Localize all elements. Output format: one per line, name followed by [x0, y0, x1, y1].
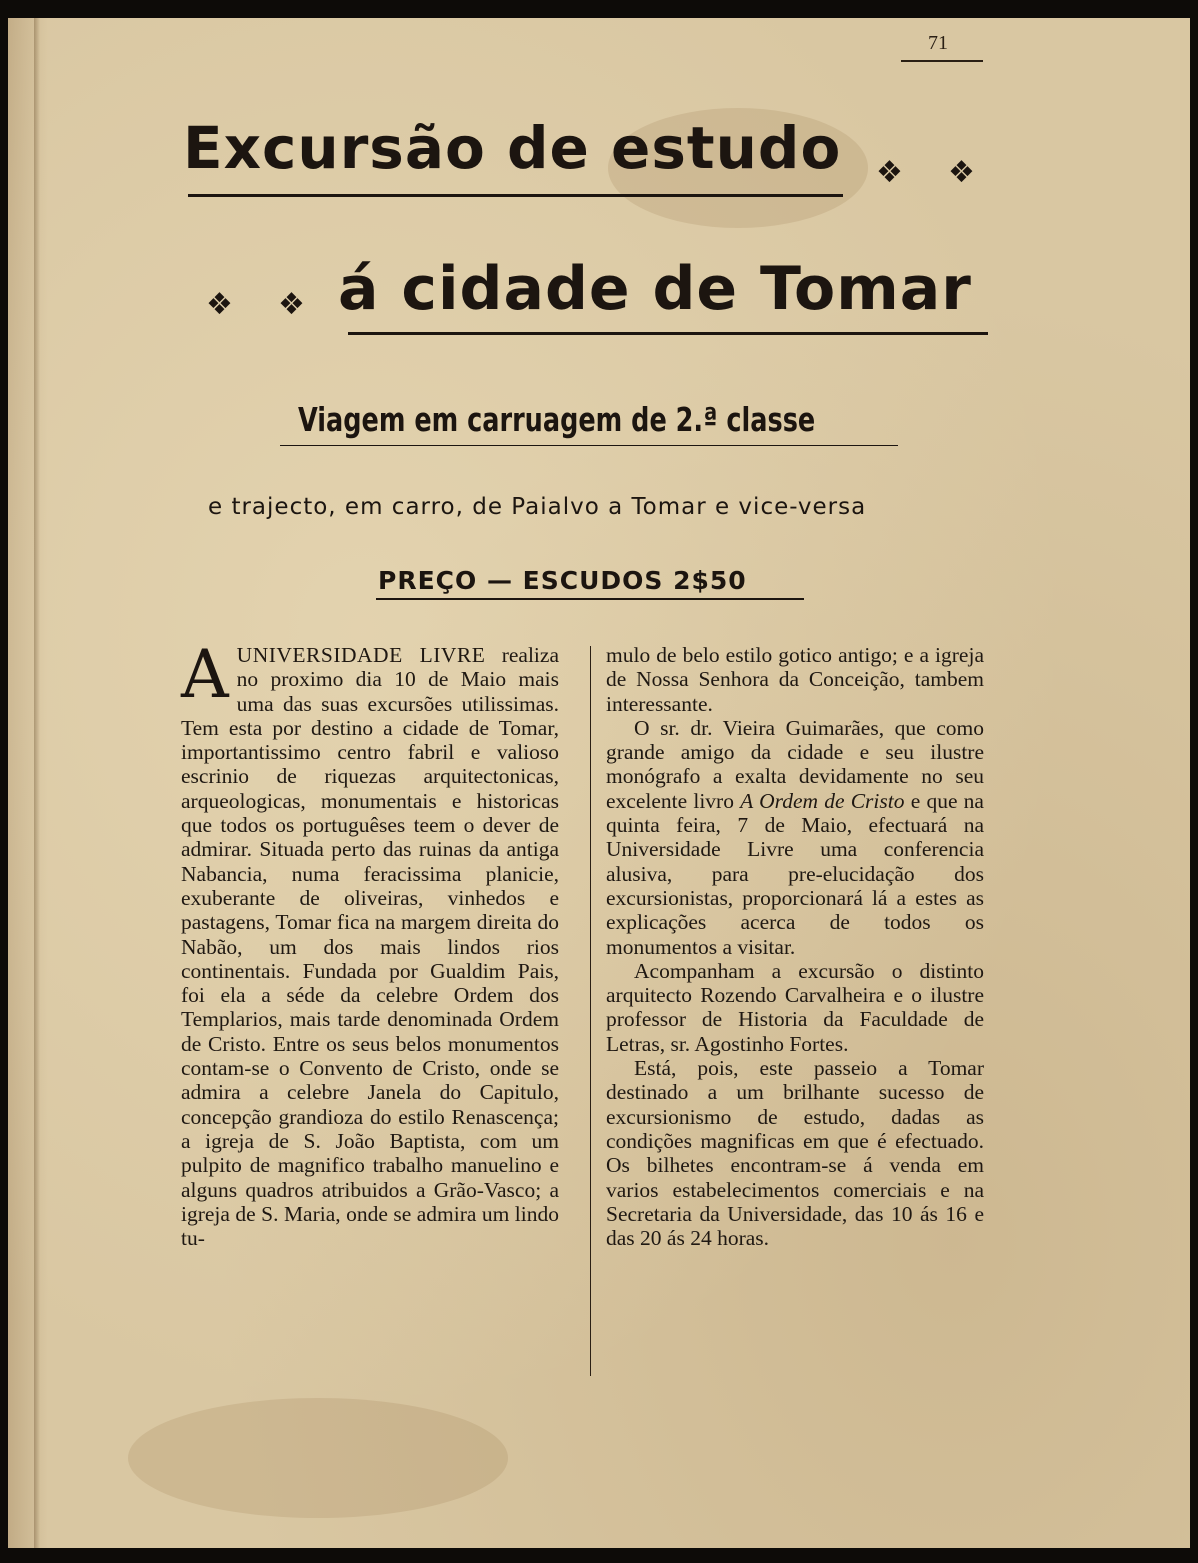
article-column-left [181, 636, 559, 1251]
article-text: realiza no proximo dia 10 de Maio mais uma das suas excursões utilissimas. Tem esta por destino a cidade de Tomar, importantissimo centro fabril e valioso escrinio de riquezas arquitectonicas, arqueologicas, monumentais e historicas que todos os portuguêses teem o dever de admirar. Situada perto das ruinas da antiga Nabancia, numa feracissima planicie, exuberante de oliveiras, vinhedos e pastagens, Tomar fica na margem direita do Nabão, um dos mais lindos rios continentais. Fundada por Gualdim Pais, foi ela a séde da celebre Ordem dos Templarios, mais tarde denominada Ordem de Cristo. Entre os seus belos monumentos contam-se o Convento de Cristo, onde se admira a celebre Janela do Capitulo, concepção grandioza do estilo Renascença; a igreja de S. João Baptista, com um pulpito de magnifico trabalho manuelino e alguns quadros atribuidos a Grão-Vasco; a igreja de S. Maria, onde se admira um lindo tu- [181, 643, 559, 1251]
article-paragraph [606, 716, 984, 959]
book-title: A Ordem de Cristo [740, 788, 905, 813]
page-number-rule [901, 60, 983, 62]
paper-stain [128, 1398, 508, 1518]
ornament-icon: ❖ [206, 287, 233, 322]
subtitle: Viagem em carruagem de 2.ª classe [298, 400, 816, 439]
ornament-icon: ❖ [876, 155, 903, 190]
article-text: O sr. dr. Vieira Guimarães, que como grande amigo da cidade e seu ilustre monógrafo a exalta devidamente no seu excelente livro [606, 715, 984, 813]
article-paragraph: Acompanham a excursão o distinto arquitecto Rozendo Carvalheira e o ilustre professor de Historia da Faculdade de Letras, sr. Agostinho Fortes. [606, 958, 984, 1056]
title-line-2: á cidade de Tomar [338, 254, 972, 324]
page-number: 71 [928, 32, 948, 54]
drop-cap: A [181, 636, 229, 713]
price-line: PREÇO — ESCUDOS 2$50 [378, 566, 747, 595]
article-text: e que na quinta feira, 7 de Maio, efectuará na Universidade Livre uma conferencia alusiva, para pre-elucidação dos excursionistas, proporcionará lá a estes as explicações acerca de todos os monumentos a visitar. [606, 788, 984, 959]
article-paragraph: mulo de belo estilo gotico antigo; e a igreja de Nossa Senhora da Conceição, tambem interessante. [606, 643, 984, 716]
price-underline [376, 598, 804, 600]
magazine-page [8, 18, 1190, 1548]
article-paragraph: Está, pois, este passeio a Tomar destinado a um brilhante sucesso de excursionismo de estudo, dadas as condições magnificas em que é efectuado. Os bilhetes encontram-se á venda em varios estabelecimentos comerciais e na Secretaria da Universidade, das 10 ás 16 e das 20 ás 24 horas. [606, 1056, 984, 1251]
title-line-2-underline [348, 332, 988, 335]
article-column-right [606, 643, 984, 1250]
page-gutter-shadow [34, 18, 40, 1548]
subtitle-underline [280, 445, 898, 446]
article-paragraph [181, 636, 559, 1251]
lead-small-caps: UNIVERSIDADE LIVRE [236, 643, 486, 667]
ornament-icon: ❖ [278, 287, 305, 322]
column-divider [590, 646, 591, 1376]
title-line-1-underline [188, 194, 843, 197]
title-line-1: Excursão de estudo [183, 114, 842, 182]
tagline: e trajecto, em carro, de Paialvo a Tomar e vice-versa [208, 494, 867, 520]
ornament-icon: ❖ [948, 155, 975, 190]
